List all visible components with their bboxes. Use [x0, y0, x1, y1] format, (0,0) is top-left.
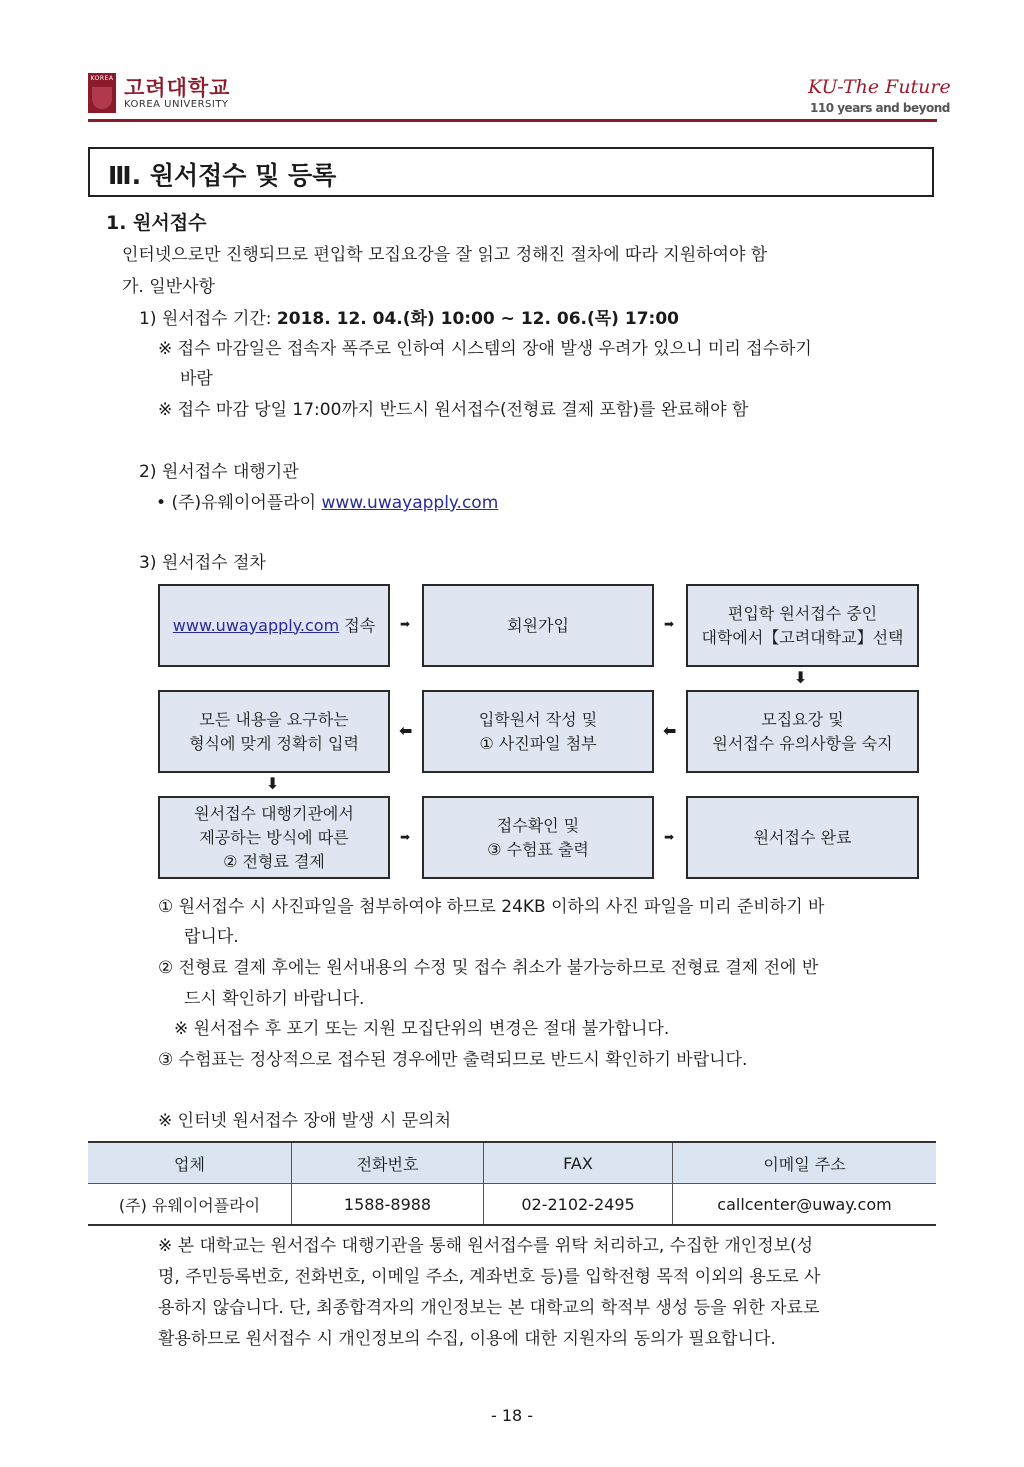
flow-application-line1: 입학원서 작성 및	[478, 709, 598, 729]
flow-step-signup	[422, 584, 654, 667]
note-payment-line1: ② 전형료 결제 후에는 원서내용의 수정 및 접수 취소가 불가능하므로 전형료 결제 전에 반	[158, 958, 819, 978]
note2: ※ 접수 마감 당일 17:00까지 반드시 원서접수(전형료 결제 포함)를 완료해야 함	[158, 400, 749, 420]
logo-small-text: KOREA	[90, 75, 114, 82]
period-label: 1) 원서접수 기간:	[139, 309, 277, 329]
agency-url-link[interactable]: www.uwayapply.com	[321, 493, 499, 513]
flow-application-line2: ① 사진파일 첨부	[479, 733, 597, 753]
contact-table	[88, 1141, 936, 1226]
general-heading: 가. 일반사항	[122, 277, 215, 297]
privacy-line2: 명, 주민등록번호, 전화번호, 이메일 주소, 계좌번호 등)를 입학전형 목적 이외의 용도로 사	[158, 1267, 821, 1287]
arrow-down-icon: ⬇	[794, 668, 808, 687]
university-name-ko: 고려대학교	[124, 76, 231, 100]
agency-label: 2) 원서접수 대행기관	[139, 462, 299, 482]
contact-title: ※ 인터넷 원서접수 장애 발생 시 문의처	[158, 1111, 451, 1131]
crest-icon	[92, 87, 112, 109]
flow-connect-text: 접속	[339, 615, 376, 635]
flow-step-connect	[158, 584, 390, 667]
university-logo	[88, 73, 116, 113]
subsection-heading: 1. 원서접수	[106, 212, 207, 234]
header-fax: FAX	[484, 1142, 673, 1184]
arrow-left-icon: ⬅	[399, 721, 413, 740]
note-payment-line2: 드시 확인하기 바랍니다.	[184, 989, 365, 1009]
cell-company: (주) 유웨이어플라이	[88, 1184, 292, 1226]
arrow-right-icon: ➡	[664, 830, 675, 844]
flow-payment-line1: 원서접수 대행기관에서	[194, 803, 354, 823]
section-title: Ⅲ. 원서접수 및 등록	[108, 161, 337, 190]
table-row	[88, 1184, 936, 1226]
flow-select-line1: 편입학 원서접수 중인	[727, 603, 878, 623]
slogan: KU-The Future	[808, 76, 951, 98]
arrow-right-icon: ➡	[664, 617, 675, 631]
agency-name: (주)유웨이어플라이	[171, 493, 322, 513]
header-email: 이메일 주소	[673, 1142, 937, 1184]
header-phone: 전화번호	[292, 1142, 484, 1184]
intro-text: 인터넷으로만 진행되므로 편입학 모집요강을 잘 읽고 정해진 절차에 따라 지원하여야 함	[122, 245, 768, 265]
cell-phone: 1588-8988	[292, 1184, 484, 1226]
arrow-down-icon: ⬇	[266, 774, 280, 793]
flow-signup-text: 회원가입	[507, 615, 569, 635]
header-divider	[88, 119, 937, 122]
flow-ticket-line2: ③ 수험표 출력	[487, 839, 589, 859]
header-company: 업체	[88, 1142, 292, 1184]
privacy-line4: 활용하므로 원서접수 시 개인정보의 수집, 이용에 대한 지원자의 동의가 필요합니다.	[158, 1329, 776, 1349]
flow-complete-text: 원서접수 완료	[753, 827, 852, 847]
flow-guide-line2: 원서접수 유의사항을 숙지	[712, 733, 893, 753]
flow-ticket-line1: 접수확인 및	[496, 815, 580, 835]
note1-line1: ※ 접수 마감일은 접속자 폭주로 인하여 시스템의 장애 발생 우려가 있으니 미리 접수하기	[158, 339, 812, 359]
flow-payment-line2: 제공하는 방식에 따른	[199, 827, 349, 847]
period-line	[139, 304, 679, 329]
flow-input-line2: 형식에 맞게 정확히 입력	[189, 733, 359, 753]
flow-step-payment	[158, 796, 390, 879]
privacy-line1: ※ 본 대학교는 원서접수 대행기관을 통해 원서접수를 위탁 처리하고, 수집한 개인정보(성	[158, 1236, 814, 1256]
procedure-label: 3) 원서접수 절차	[139, 553, 266, 573]
flow-select-line2: 대학에서【고려대학교】선택	[701, 627, 904, 647]
flow-url-link[interactable]: www.uwayapply.com	[172, 615, 340, 635]
arrow-left-icon: ⬅	[663, 721, 677, 740]
flow-step-select-university	[686, 584, 919, 667]
flow-step-print-ticket	[422, 796, 654, 879]
flow-input-line1: 모든 내용을 요구하는	[199, 709, 349, 729]
bullet: •	[156, 493, 167, 513]
university-name-en: KOREA UNIVERSITY	[124, 99, 229, 110]
arrow-right-icon: ➡	[400, 617, 411, 631]
cell-email: callcenter@uway.com	[673, 1184, 937, 1226]
flow-payment-line3: ② 전형료 결제	[223, 851, 325, 871]
flow-step-read-guide	[686, 690, 919, 773]
flow-step-input	[158, 690, 390, 773]
note1-line2: 바람	[180, 369, 213, 389]
flow-guide-line1: 모집요강 및	[761, 709, 844, 729]
slogan-sub: 110 years and beyond	[810, 101, 950, 115]
note-cancel: ※ 원서접수 후 포기 또는 지원 모집단위의 변경은 절대 불가합니다.	[174, 1019, 670, 1039]
arrow-right-icon: ➡	[400, 830, 411, 844]
note-photo-line2: 랍니다.	[184, 927, 239, 947]
table-header-row	[88, 1142, 936, 1184]
cell-fax: 02-2102-2495	[484, 1184, 673, 1226]
flow-step-complete	[686, 796, 919, 879]
flow-step-application	[422, 690, 654, 773]
note-photo-line1: ① 원서접수 시 사진파일을 첨부하여야 하므로 24KB 이하의 사진 파일을 미리 준비하기 바	[158, 897, 825, 917]
privacy-line3: 용하지 않습니다. 단, 최종합격자의 개인정보는 본 대학교의 학적부 생성 등을 위한 자료로	[158, 1298, 820, 1318]
note-ticket: ③ 수험표는 정상적으로 접수된 경우에만 출력되므로 반드시 확인하기 바랍니다.	[158, 1050, 748, 1070]
agency-line	[156, 488, 498, 513]
page-number: - 18 -	[490, 1406, 534, 1425]
period-value: 2018. 12. 04.(화) 10:00 ~ 12. 06.(목) 17:00	[276, 309, 679, 329]
